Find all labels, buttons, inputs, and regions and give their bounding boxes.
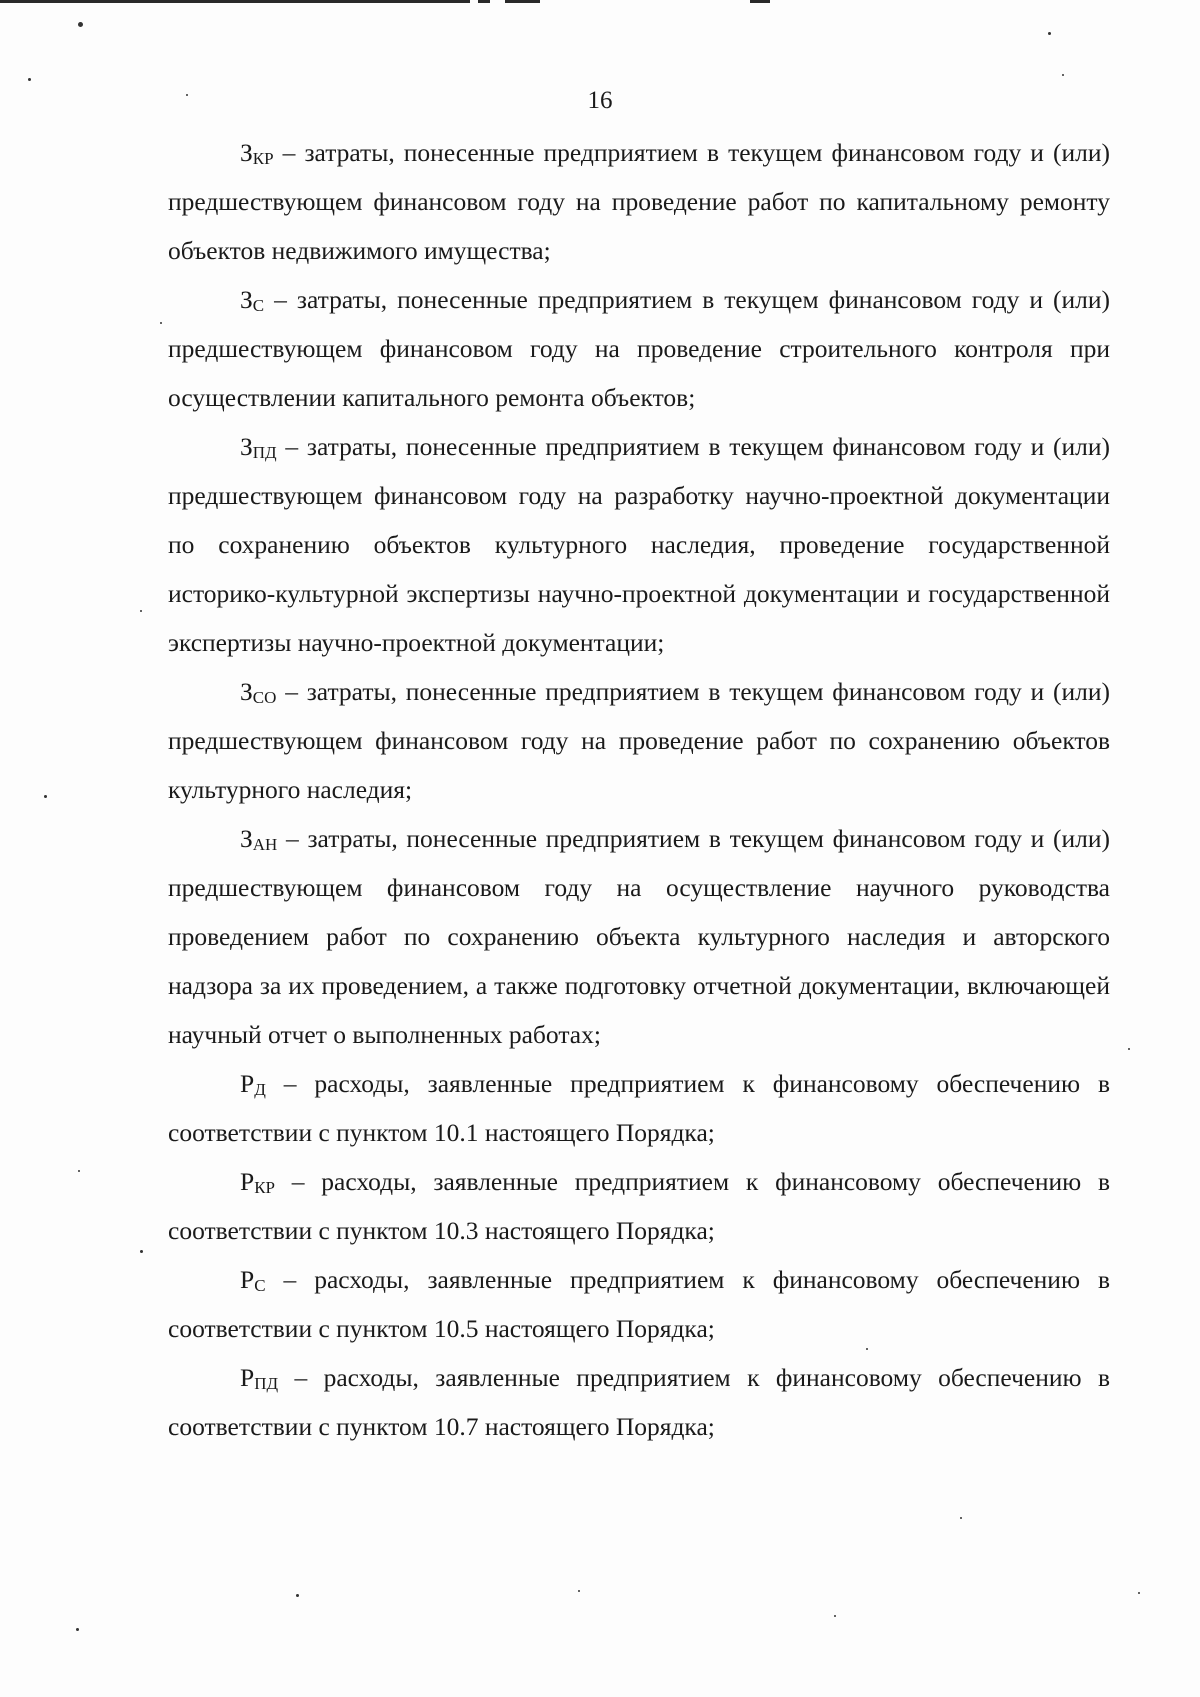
definition-paragraph xyxy=(168,422,1110,667)
scan-speck xyxy=(1048,32,1051,35)
definition-paragraph xyxy=(168,128,1110,275)
definition-text: – расходы, заявленные предприятием к финансовому обеспечению в соответствии с пунктом 10.3 настоящего Порядка; xyxy=(168,1167,1110,1245)
variable-subscript: КР xyxy=(252,149,274,168)
variable-subscript: АН xyxy=(252,835,278,854)
scan-top-edge xyxy=(0,0,1200,5)
definition-text: – затраты, понесенные предприятием в текущем финансовом году и (или) предшествующем финансовом году на проведение строительного контроля при осуществлении капитального ремонта объектов; xyxy=(168,285,1110,412)
definition-text: – затраты, понесенные предприятием в текущем финансовом году и (или) предшествующем финансовом году на разработку научно-проектной документации по сохранению объектов культурного наследия, проведение государственной историко-культурной экспертизы научно-проектной документации и государственной экспертизы научно-проектной документации; xyxy=(168,432,1110,657)
document-body xyxy=(168,128,1110,1451)
variable-symbol: Р xyxy=(240,1265,255,1294)
variable-subscript: ПД xyxy=(252,443,277,462)
definition-text: – расходы, заявленные предприятием к финансовому обеспечению в соответствии с пунктом 10.7 настоящего Порядка; xyxy=(168,1363,1110,1441)
variable-symbol: З xyxy=(240,138,253,167)
scan-speck xyxy=(1062,74,1064,76)
scan-speck xyxy=(960,1517,962,1519)
definition-text: – затраты, понесенные предприятием в текущем финансовом году и (или) предшествующем финансовом году на проведение работ по сохранению объектов культурного наследия; xyxy=(168,677,1110,804)
scan-speck xyxy=(160,322,162,324)
definition-paragraph xyxy=(168,1353,1110,1451)
definition-text: – затраты, понесенные предприятием в текущем финансовом году и (или) предшествующем финансовом году на осуществление научного руководства проведением работ по сохранению объекта культурного наследия и авторского надзора за их проведением, а также подготовку отчетной документации, включающей научный отчет о выполненных работах; xyxy=(168,824,1110,1049)
definition-paragraph xyxy=(168,1157,1110,1255)
variable-subscript: Д xyxy=(254,1080,266,1099)
scan-speck xyxy=(140,610,142,612)
variable-symbol: Р xyxy=(240,1167,255,1196)
scan-speck xyxy=(28,78,31,81)
definition-text: – расходы, заявленные предприятием к финансовому обеспечению в соответствии с пунктом 10.5 настоящего Порядка; xyxy=(168,1265,1110,1343)
scan-speck xyxy=(76,1628,79,1631)
definition-paragraph xyxy=(168,814,1110,1059)
scan-speck xyxy=(296,1594,299,1597)
variable-subscript: СО xyxy=(252,688,277,707)
scan-speck xyxy=(78,22,83,27)
definition-paragraph xyxy=(168,1255,1110,1353)
variable-subscript: КР xyxy=(254,1178,275,1197)
scan-speck xyxy=(44,795,47,798)
page-number: 16 xyxy=(587,87,613,114)
variable-subscript: С xyxy=(252,296,265,315)
variable-symbol: З xyxy=(240,824,253,853)
variable-symbol: З xyxy=(240,432,253,461)
variable-symbol: З xyxy=(240,285,253,314)
variable-subscript: С xyxy=(254,1276,266,1295)
definition-paragraph xyxy=(168,667,1110,814)
variable-subscript: ПД xyxy=(254,1374,279,1393)
definition-text: – затраты, понесенные предприятием в текущем финансовом году и (или) предшествующем финансовом году на проведение работ по капитальному ремонту объектов недвижимого имущества; xyxy=(168,138,1110,265)
scan-speck xyxy=(834,1615,836,1617)
variable-symbol: Р xyxy=(240,1069,255,1098)
variable-symbol: З xyxy=(240,677,253,706)
scan-speck xyxy=(578,1590,580,1592)
definition-paragraph xyxy=(168,275,1110,422)
definition-text: – расходы, заявленные предприятием к финансовому обеспечению в соответствии с пунктом 10.1 настоящего Порядка; xyxy=(168,1069,1110,1147)
scan-speck xyxy=(140,1250,143,1253)
definition-paragraph xyxy=(168,1059,1110,1157)
variable-symbol: Р xyxy=(240,1363,255,1392)
scan-speck xyxy=(1128,1048,1130,1050)
scan-speck xyxy=(78,1170,80,1172)
scan-speck xyxy=(1138,1592,1140,1594)
